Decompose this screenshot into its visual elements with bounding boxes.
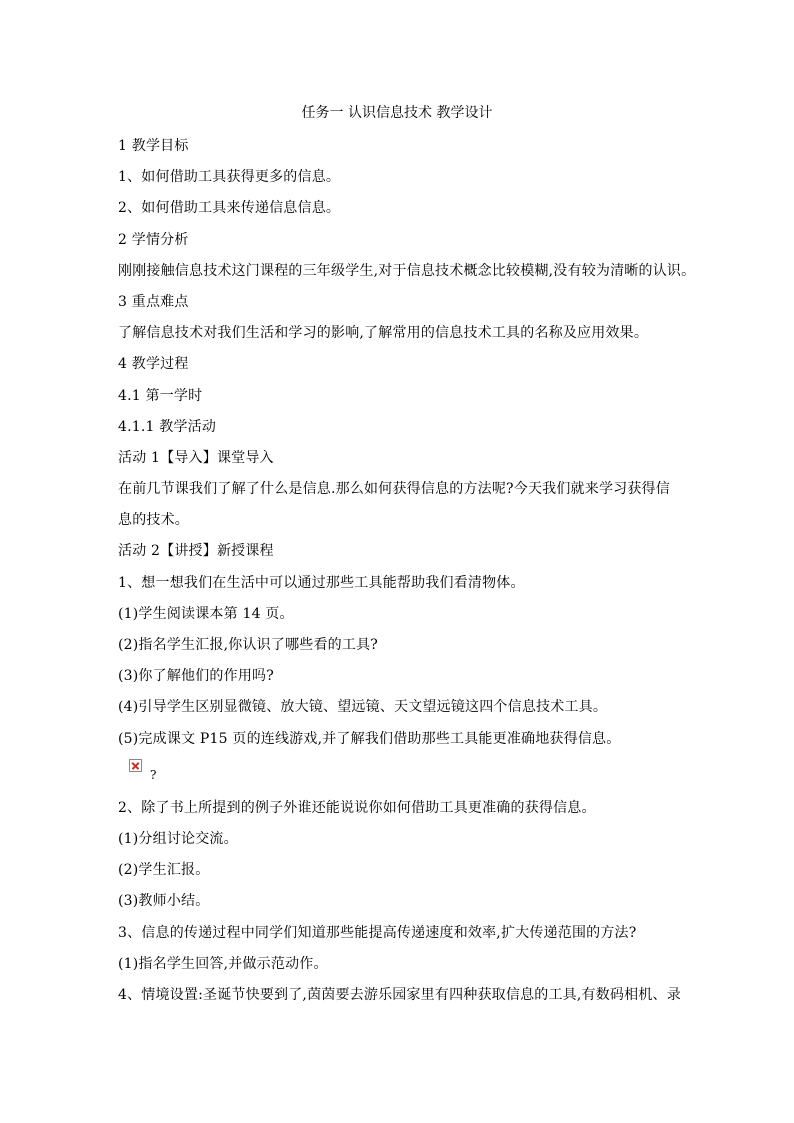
step-2-substep-3: (3)教师小结。 — [118, 893, 210, 910]
key-points-text: 了解信息技术对我们生活和学习的影响,了解常用的信息技术工具的名称及应用效果。 — [118, 325, 649, 342]
activity-2-substep-2: (2)指名学生汇报,你认识了哪些看的工具? — [118, 637, 378, 653]
heading-teaching-goals: 1 教学目标 — [118, 138, 189, 154]
heading-key-points: 3 重点难点 — [118, 293, 189, 310]
activity-2-substep-4: (4)引导学生区别显微镜、放大镜、望远镜、天文望远镜这四个信息技术工具。 — [118, 699, 608, 716]
activity-2-heading: 活动 2【讲授】新授课程 — [118, 543, 274, 560]
image-caption: ? — [150, 767, 157, 782]
goal-item-2: 2、如何借助工具来传递信息信息。 — [118, 200, 341, 217]
activity-2-step-4: 4、情境设置:圣诞节快要到了,茵茵要去游乐园家里有四种获取信息的工具,有数码相机、录 — [118, 986, 681, 1003]
activity-2-step-1: 1、想一想我们在生活中可以通过那些工具能帮助我们看清物体。 — [118, 574, 525, 591]
student-analysis-text: 刚刚接触信息技术这门课程的三年级学生,对于信息技术概念比较模糊,没有较为清晰的认识。 — [118, 262, 696, 279]
heading-student-analysis: 2 学情分析 — [118, 231, 189, 248]
document-body — [118, 131, 696, 1011]
activity-1-text-line-2: 息的技术。 — [118, 512, 189, 529]
broken-image-icon — [129, 759, 142, 772]
activity-2-step-3: 3、信息的传递过程中同学们知道那些能提高传递速度和效率,扩大传递范围的方法? — [118, 924, 637, 941]
heading-first-period: 4.1 第一学时 — [118, 387, 203, 404]
activity-1-text-line-1: 在前几节课我们了解了什么是信息.那么如何获得信息的方法呢?今天我们就来学习获得信 — [118, 481, 670, 498]
activity-2-substep-3: (3)你了解他们的作用吗? — [118, 668, 274, 685]
activity-2-substep-1: (1)学生阅读课本第 14 页。 — [118, 605, 294, 622]
heading-teaching-process: 4 教学过程 — [118, 356, 189, 373]
activity-1-heading: 活动 1【导入】课堂导入 — [118, 449, 274, 466]
page-title: 任务一 认识信息技术 教学设计 — [301, 105, 493, 121]
step-2-substep-2: (2)学生汇报。 — [118, 862, 210, 879]
activity-2-substep-5: (5)完成课文 P15 页的连线游戏,并了解我们借助那些工具能更准确地获得信息。 — [118, 730, 621, 747]
activity-2-step-2: 2、除了书上所提到的例子外谁还能说说你如何借助工具更准确的获得信息。 — [118, 799, 596, 816]
heading-teaching-activities: 4.1.1 教学活动 — [118, 418, 217, 435]
step-3-substep-1: (1)指名学生回答,并做示范动作。 — [118, 955, 328, 972]
step-2-substep-1: (1)分组讨论交流。 — [118, 830, 238, 847]
goal-item-1: 1、如何借助工具获得更多的信息。 — [118, 169, 341, 186]
embedded-image-row — [118, 755, 678, 793]
